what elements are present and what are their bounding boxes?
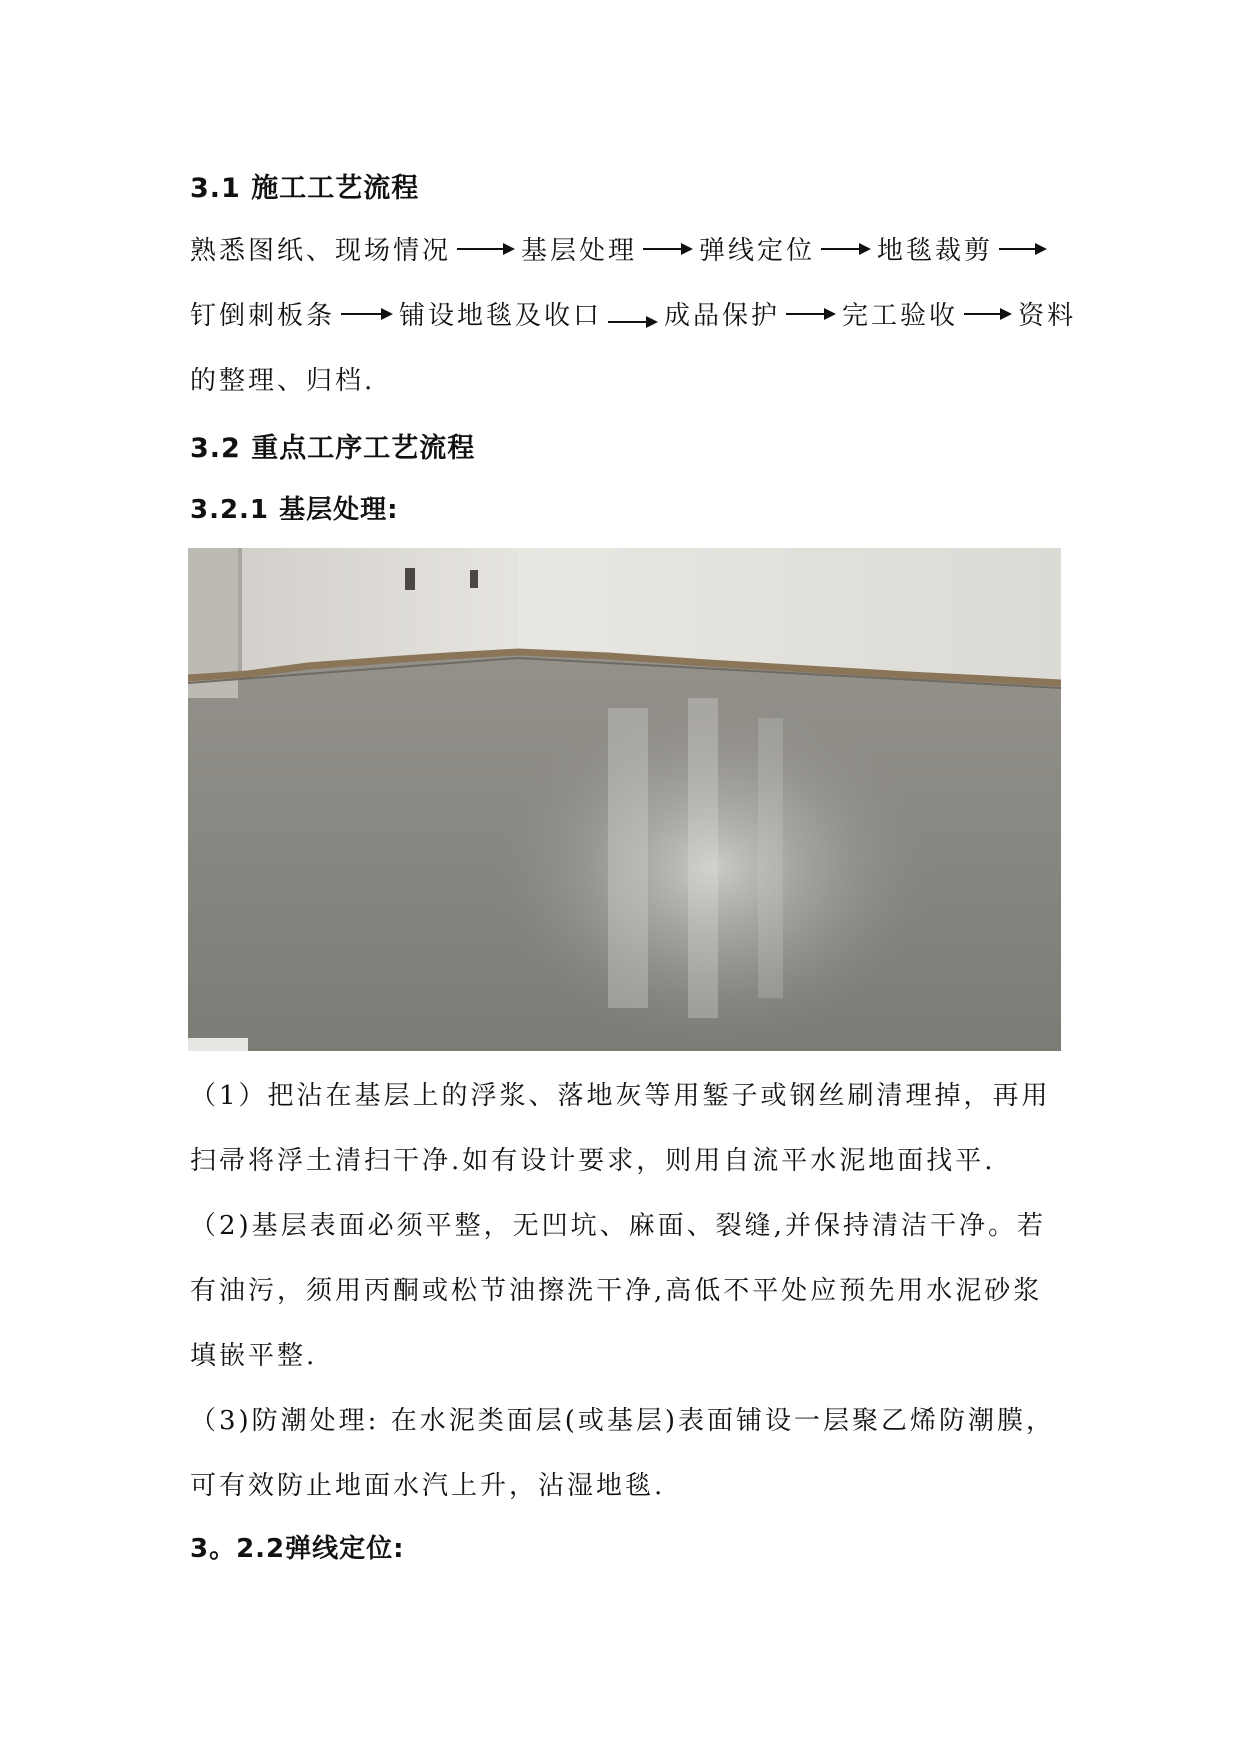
flow-arrow-icon: [786, 306, 836, 322]
paragraph-line: 可有效防止地面水汽上升，沾湿地毯.: [190, 1471, 666, 1501]
process-flow-row-2: [190, 295, 1076, 332]
paragraph-line: 填嵌平整.: [190, 1341, 318, 1371]
subsection-heading-3-2-2: 3。2.2弹线定位:: [190, 1534, 405, 1564]
paragraph-line: 有油污，须用丙酮或松节油擦洗干净,高低不平处应预先用水泥砂浆: [190, 1276, 1043, 1306]
flow-step: 资料: [1018, 301, 1077, 331]
flow-arrow-icon: [964, 306, 1012, 322]
section-heading-3-2: 3.2 重点工序工艺流程: [190, 433, 476, 464]
concrete-floor-photo: [188, 548, 1061, 1051]
paragraph-line: （2)基层表面必须平整，无凹坑、麻面、裂缝,并保持清洁干净。若: [190, 1211, 1046, 1241]
subsection-heading-3-2-1: 3.2.1 基层处理:: [190, 495, 399, 525]
paragraph-line: （3)防潮处理: 在水泥类面层(或基层)表面铺设一层聚乙烯防潮膜，: [190, 1406, 1055, 1436]
flow-step: 钉倒刺板条: [190, 301, 336, 331]
flow-step: 熟悉图纸、现场情况: [190, 236, 452, 266]
flow-step: 铺设地毯及收口: [399, 301, 603, 331]
flow-arrow-icon: [341, 306, 393, 322]
flow-step: 基层处理: [521, 236, 638, 266]
flow-arrow-icon: [457, 241, 515, 257]
flow-arrow-icon: [999, 241, 1047, 257]
flow-step: 地毯裁剪: [877, 236, 994, 266]
flow-step: 弹线定位: [699, 236, 816, 266]
paragraph-line: 扫帚将浮土清扫干净.如有设计要求，则用自流平水泥地面找平.: [190, 1146, 996, 1176]
process-flow-row-3: 的整理、归档.: [190, 366, 376, 396]
process-flow-row-1: [190, 230, 1053, 267]
flow-step: 成品保护: [664, 301, 781, 331]
section-heading-3-1: 3.1 施工工艺流程: [190, 173, 420, 204]
flow-arrow-icon: [608, 314, 658, 330]
paragraph-line: （1）把沾在基层上的浮浆、落地灰等用錾子或钢丝刷清理掉，再用: [190, 1081, 1051, 1111]
flow-arrow-icon: [643, 241, 693, 257]
flow-step: 完工验收: [842, 301, 959, 331]
flow-arrow-icon: [821, 241, 871, 257]
